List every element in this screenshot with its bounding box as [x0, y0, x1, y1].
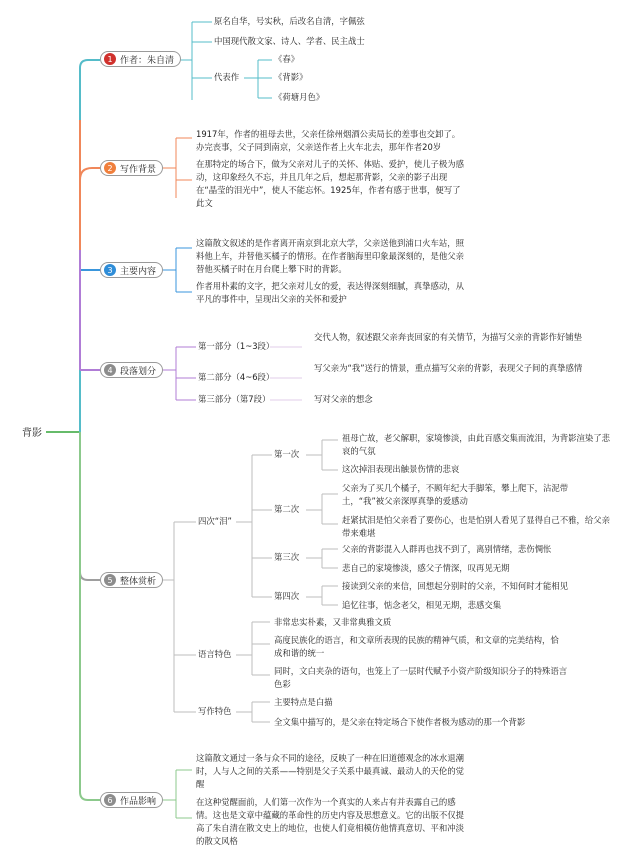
tear-1-desc-b: 这次掉泪表现出触景伤情的悲哀	[342, 464, 460, 474]
branch-background[interactable]	[100, 160, 163, 176]
part-3-desc: 写对父亲的想念	[314, 394, 373, 404]
tear-3-label: 第三次	[274, 552, 300, 562]
branch-content[interactable]	[100, 262, 163, 278]
branch-author-label: 作者：朱自清	[120, 55, 175, 66]
background-para-2: 在那特定的场合下，做为父亲对儿子的关怀、体贴、爱护，使儿子极为感动，这印象经久不忘，并且几年之后，想起那背影，父亲的影子出现在“晶莹的泪光中”，使人不能忘怀。1925年，作者有感于世事，便写了此文	[196, 159, 464, 208]
tear-3-desc-a: 父亲的背影混入人群再也找不到了，离别情绪，悲伤惆怅	[342, 544, 552, 554]
branch-number-3: 3	[104, 264, 116, 276]
tear-2-label: 第二次	[274, 504, 300, 514]
branch-content-label: 主要内容	[120, 266, 157, 277]
root-title: 背影	[22, 428, 42, 439]
branch-appreciation-label: 整体赏析	[120, 576, 157, 587]
part-2-desc: 写父亲为“我”送行的情景，重点描写父亲的背影，表现父子间的真挚感情	[314, 363, 583, 373]
part-1-label: 第一部分（1~3段）	[198, 341, 275, 351]
four-tears-label: 四次“泪”	[198, 516, 232, 526]
representative-works: 代表作	[214, 72, 240, 82]
work-item: 《荷塘月色》	[274, 92, 325, 102]
influence-para-2: 在这种觉醒面前，人们第一次作为一个真实的人来占有并表露自己的感情。这也是文章中蕴藏的革命性的历史内容及思想意义。它的出版不仅提高了朱自清在散文史上的地位，也使人们竟相模仿他情真意切、平和冲淡的散文风格	[196, 797, 464, 846]
background-para-1: 1917年，作者的祖母去世，父亲任徐州烟酒公卖局长的差事也交卸了。办完丧事，父子同到南京，父亲送作者上火车北去，那年作者20岁	[196, 129, 461, 152]
branch-number-6: 6	[104, 794, 116, 806]
branch-number-2: 2	[104, 162, 116, 174]
branch-author[interactable]	[100, 51, 181, 67]
author-name-info: 原名自华，号实秋，后改名自清，字佩弦	[214, 16, 365, 26]
content-para-2: 作者用朴素的文字，把父亲对儿女的爱，表达得深刻细腻，真挚感动，从平凡的事件中，呈现出父亲的关怀和爱护	[196, 281, 464, 304]
influence-para-1: 这篇散文通过一条与众不同的途径，反映了一种在旧道德观念的冰水退潮时，人与人之间的关系——特别是父子关系中最真诚、最动人的天伦的觉醒	[196, 753, 464, 789]
part-3-label: 第三部分（第7段）	[198, 394, 271, 404]
work-item: 《背影》	[274, 72, 308, 82]
language-point-2: 高度民族化的语言，和文章所表现的民族的精神气质，和文章的完美结构，恰成和谐的统一	[274, 635, 559, 658]
branch-number-4: 4	[104, 364, 116, 376]
tear-4-desc-a: 接读到父亲的来信，回想起分别时的父亲，不知何时才能相见	[342, 581, 569, 591]
writing-point-2: 全文集中描写的，是父亲在特定场合下使作者极为感动的那一个背影	[274, 717, 526, 727]
branch-background-label: 写作背景	[120, 164, 157, 175]
branch-influence[interactable]	[100, 792, 163, 808]
branch-influence-label: 作品影响	[120, 796, 157, 807]
author-identity: 中国现代散文家、诗人、学者、民主战士	[214, 36, 365, 46]
tear-2-desc-b: 赶紧拭泪是怕父亲看了要伤心，也是怕别人看见了显得自己不雅，给父亲带来难堪	[342, 515, 610, 538]
content-para-1: 这篇散文叙述的是作者离开南京到北京大学，父亲送他到浦口火车站，照料他上车，并替他买橘子的情形。在作者脑海里印象最深刻的，是他父亲替他买橘子时在月台爬上攀下时的背影。	[196, 238, 464, 274]
branch-paragraphs-label: 段落划分	[120, 366, 157, 377]
work-item: 《春》	[274, 54, 300, 64]
part-1-desc: 交代人物，叙述跟父亲奔丧回家的有关情节，为描写父亲的背影作好铺垫	[314, 332, 582, 342]
writing-point-1: 主要特点是白描	[274, 697, 333, 707]
language-point-1: 非常忠实朴素，又非常典雅文质	[274, 617, 392, 627]
tear-4-label: 第四次	[274, 591, 300, 601]
branch-paragraphs[interactable]	[100, 362, 163, 378]
branch-number-5: 5	[104, 574, 116, 586]
tear-1-desc-a: 祖母亡故，老父解职，家境惨淡，由此百感交集而流泪，为背影渲染了悲哀的气氛	[342, 433, 610, 456]
part-2-label: 第二部分（4~6段）	[198, 372, 275, 382]
tear-4-desc-b: 追忆往事，惦念老父，相见无期，悲感交集	[342, 600, 502, 610]
branch-number-1: 1	[104, 53, 116, 65]
branch-appreciation[interactable]	[100, 572, 163, 588]
tear-2-desc-a: 父亲为了买几个橘子，不顾年纪大手脚笨，攀上爬下，沾泥带土，“我”被父亲深厚真挚的爱感动	[342, 483, 569, 506]
writing-label: 写作特色	[198, 706, 232, 716]
language-label: 语言特色	[198, 649, 232, 659]
tear-1-label: 第一次	[274, 449, 300, 459]
language-point-3: 同时，文白夹杂的语句，也笼上了一层时代赋予小资产阶级知识分子的特殊语言色彩	[274, 666, 568, 689]
tear-3-desc-b: 悲自己的家境惨淡，感父子情深，叹再见无期	[342, 563, 510, 573]
